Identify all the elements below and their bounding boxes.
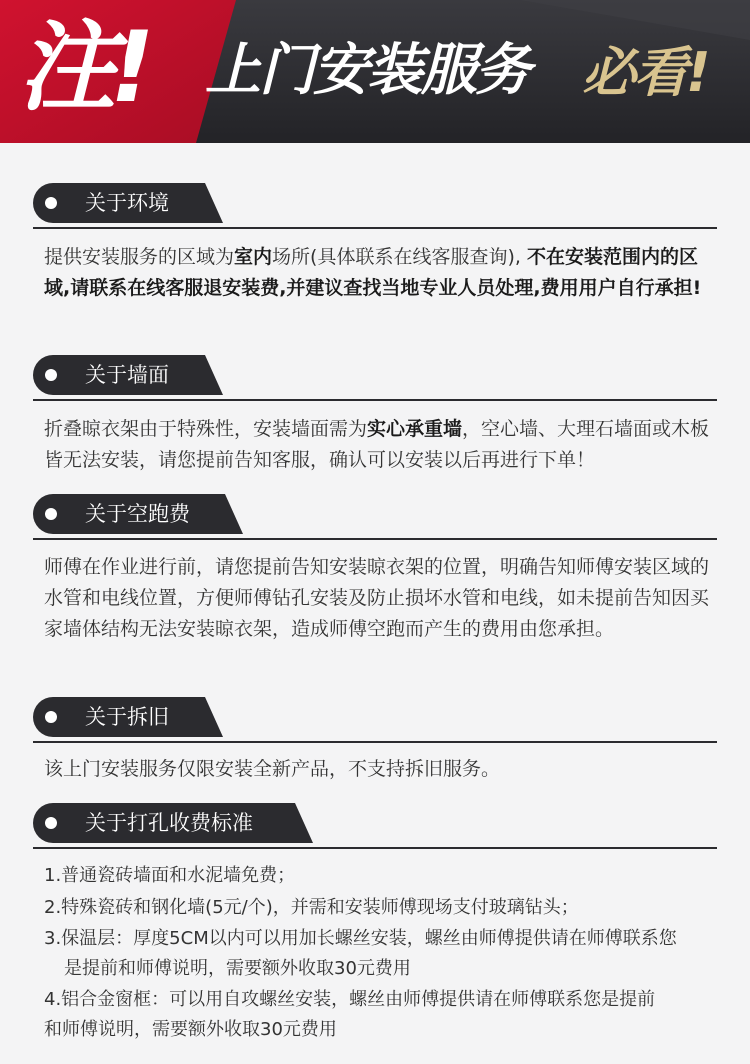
- heading-underline: [33, 741, 717, 743]
- heading-underline: [33, 538, 717, 540]
- banner-title: 上门安装服务: [205, 38, 529, 103]
- section-heading-label: 关于环境: [85, 191, 169, 215]
- fee-item-4-continued: 和师傅说明，需要额外收取30元费用: [44, 1019, 337, 1040]
- bullet-dot-icon: [45, 711, 57, 723]
- bullet-dot-icon: [45, 817, 57, 829]
- badge-text: 注!: [18, 11, 149, 125]
- fee-item-2: 2.特殊瓷砖和钢化墙(5元/个)，并需和安装师傅现场支付玻璃钻头；: [44, 897, 579, 918]
- body-text: 提供安装服务的区域为: [44, 246, 235, 268]
- section-heading-label: 关于空跑费: [85, 502, 190, 526]
- section-heading-wall: [33, 355, 717, 395]
- body-text-bold: 实心承重墙: [367, 418, 463, 440]
- section-heading-drilling-fee: [33, 803, 717, 843]
- section-body-environment: [44, 242, 724, 304]
- heading-underline: [33, 227, 717, 229]
- body-text: ，空心墙、大理石墙面或木板皆无法安装，请您提前告知客服，确认可以安装以后再进行下单！: [44, 418, 710, 471]
- section-heading-label: 关于打孔收费标准: [85, 811, 253, 835]
- heading-underline: [33, 399, 717, 401]
- fee-item-1: 1.普通瓷砖墙面和水泥墙免费；: [44, 865, 296, 886]
- section-body-removal: [44, 754, 724, 785]
- body-text: 折叠晾衣架由于特殊性，安装墙面需为: [44, 418, 368, 440]
- section-heading-label: 关于拆旧: [85, 705, 169, 729]
- fee-item-3: 3.保温层：厚度5CM以内可以用加长螺丝安装，螺丝由师傅提供请在师傅联系您: [44, 928, 677, 949]
- header-banner: [0, 0, 750, 143]
- bullet-dot-icon: [45, 508, 57, 520]
- heading-underline: [33, 847, 717, 849]
- section-heading-no-show-fee: [33, 494, 717, 534]
- body-text: 场所(具体联系在线客服查询),: [272, 246, 521, 268]
- section-body-wall: [44, 414, 724, 476]
- bullet-dot-icon: [45, 197, 57, 209]
- section-heading-environment: [33, 183, 717, 223]
- fee-item-3-continued: 是提前和师傅说明，需要额外收取30元费用: [64, 958, 411, 979]
- bullet-dot-icon: [45, 369, 57, 381]
- fee-item-4: 4.铝合金窗框：可以用自攻螺丝安装，螺丝由师傅提供请在师傅联系您是提前: [44, 989, 656, 1010]
- body-text: 师傅在作业进行前，请您提前告知安装晾衣架的位置，明确告知师傅安装区域的水管和电线位置，方便师傅钻孔安装及防止损坏水管和电线，如未提前告知因买家墙体结构无法安装晾衣架，造成师傅空跑而产生的费用由您承担。: [44, 556, 710, 640]
- body-text: 该上门安装服务仅限安装全新产品，不支持拆旧服务。: [44, 758, 501, 780]
- section-heading-label: 关于墙面: [85, 363, 169, 387]
- banner-highlight: 必看!: [582, 41, 709, 104]
- section-heading-removal: [33, 697, 717, 737]
- body-text-bold: 不在安装范围内的区域,请联系在线客服退安装费,并建议查找当地专业人员处理,费用用户自行承担!: [44, 246, 702, 299]
- section-body-no-show-fee: [44, 552, 724, 645]
- body-text-bold: 室内: [234, 246, 273, 268]
